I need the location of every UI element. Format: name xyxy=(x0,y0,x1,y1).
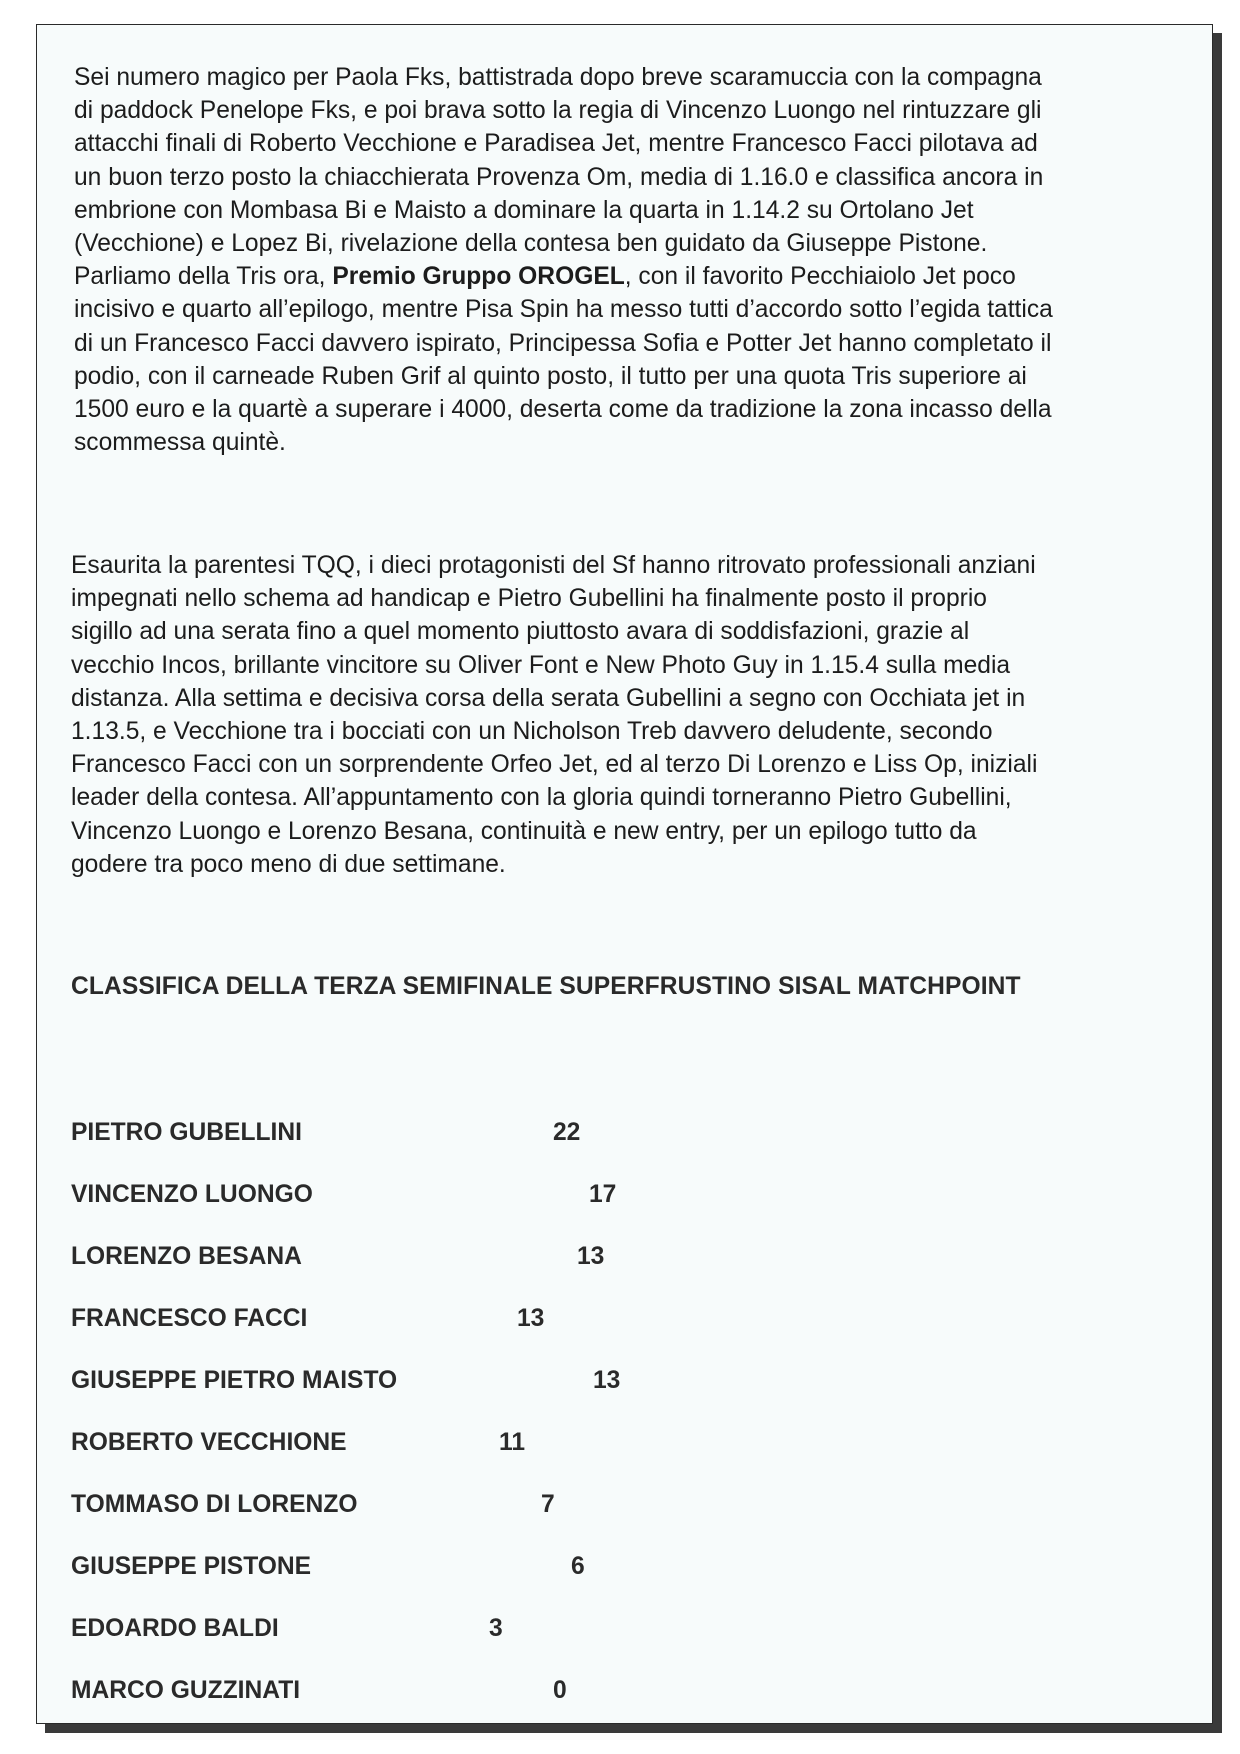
driver-points: 22 xyxy=(553,1119,581,1146)
standings-row xyxy=(71,1491,871,1525)
para1-text-start: Sei numero magico per Paola Fks, battistrada dopo breve scaramuccia con la compagna di paddock Penelope Fks, e poi brava sotto la regia di Vincenzo Luongo nel rintuzzare gli attacchi finali di Roberto Vecchione e Paradisea Jet, mentre Francesco Facci pilotava ad un buon terzo posto la chiacchierata Provenza Om, media di 1.16.0 e classifica ancora in embrione con Mombasa Bi e Maisto a dominare la quarta in 1.14.2 su Ortolano Jet (Vecchione) e Lopez Bi, rivelazione della contesa ben guidato da Giuseppe Pistone. Parliamo della Tris ora, xyxy=(74,64,1044,291)
driver-name: GIUSEPPE PISTONE xyxy=(71,1553,312,1580)
driver-name: GIUSEPPE PIETRO MAISTO xyxy=(71,1367,398,1394)
driver-points: 11 xyxy=(499,1429,525,1456)
driver-name: VINCENZO LUONGO xyxy=(71,1181,313,1208)
driver-points: 13 xyxy=(577,1243,605,1270)
driver-points: 0 xyxy=(553,1677,567,1704)
standings-row xyxy=(71,1243,871,1277)
driver-name: EDOARDO BALDI xyxy=(71,1615,279,1642)
standings-row xyxy=(71,1367,871,1401)
driver-points: 6 xyxy=(571,1553,585,1580)
driver-name: FRANCESCO FACCI xyxy=(71,1305,308,1332)
driver-name: ROBERTO VECCHIONE xyxy=(71,1429,347,1456)
driver-name: PIETRO GUBELLINI xyxy=(71,1119,302,1146)
driver-points: 7 xyxy=(541,1491,555,1518)
para1-text-end: , con il favorito Pecchiaiolo Jet poco incisivo e quarto all’epilogo, mentre Pisa Spin ha messo tutti d’accordo sotto l’egida tattica di un Francesco Facci davvero ispirato, Principessa Sofia e Potter Jet hanno completato il podio, con il carneade Ruben Grif al quinto posto, il tutto per una quota Tris superiore ai 1500 euro e la quartè a superare i 4000, deserta come da tradizione la zona incasso della scommessa quintè. xyxy=(74,263,1053,457)
standings-row xyxy=(71,1553,871,1587)
document-page xyxy=(36,24,1213,1724)
standings-row xyxy=(71,1429,871,1463)
driver-points: 13 xyxy=(593,1367,621,1394)
standings-row xyxy=(71,1119,871,1153)
standings-row xyxy=(71,1181,871,1215)
driver-points: 13 xyxy=(517,1305,545,1332)
standings-row xyxy=(71,1305,871,1339)
race-name-bold: Premio Gruppo OROGEL xyxy=(332,263,625,291)
driver-points: 3 xyxy=(489,1615,503,1642)
driver-name: MARCO GUZZINATI xyxy=(71,1677,301,1704)
driver-name: LORENZO BESANA xyxy=(71,1243,302,1270)
article-paragraph-2: Esaurita la parentesi TQQ, i dieci protagonisti del Sf hanno ritrovato professionali anziani impegnati nello schema ad handicap e Pietro Gubellini ha finalmente posto il proprio sigillo ad una serata fino a quel momento piuttosto avara di soddisfazioni, grazie al vecchio Incos, brillante vincitore su Oliver Font e New Photo Guy in 1.15.4 sulla media distanza. Alla settima e decisiva corsa della serata Gubellini a segno con Occhiata jet in 1.13.5, e Vecchione tra i bocciati con un Nicholson Treb davvero deludente, secondo Francesco Facci con un sorprendente Orfeo Jet, ed al terzo Di Lorenzo e Liss Op, iniziali leader della contesa. All’appuntamento con la gloria quindi torneranno Pietro Gubellini, Vincenzo Luongo e Lorenzo Besana, continuità e new entry, per un epilogo tutto da godere tra poco meno di due settimane. xyxy=(71,552,1038,878)
driver-points: 17 xyxy=(589,1181,617,1208)
driver-name: TOMMASO DI LORENZO xyxy=(71,1491,358,1518)
standings-row xyxy=(71,1615,871,1649)
standings-title: CLASSIFICA DELLA TERZA SEMIFINALE SUPERFRUSTINO SISAL MATCHPOINT xyxy=(71,973,1021,1000)
standings-row xyxy=(71,1677,871,1711)
article-paragraph-1 xyxy=(74,61,1194,459)
